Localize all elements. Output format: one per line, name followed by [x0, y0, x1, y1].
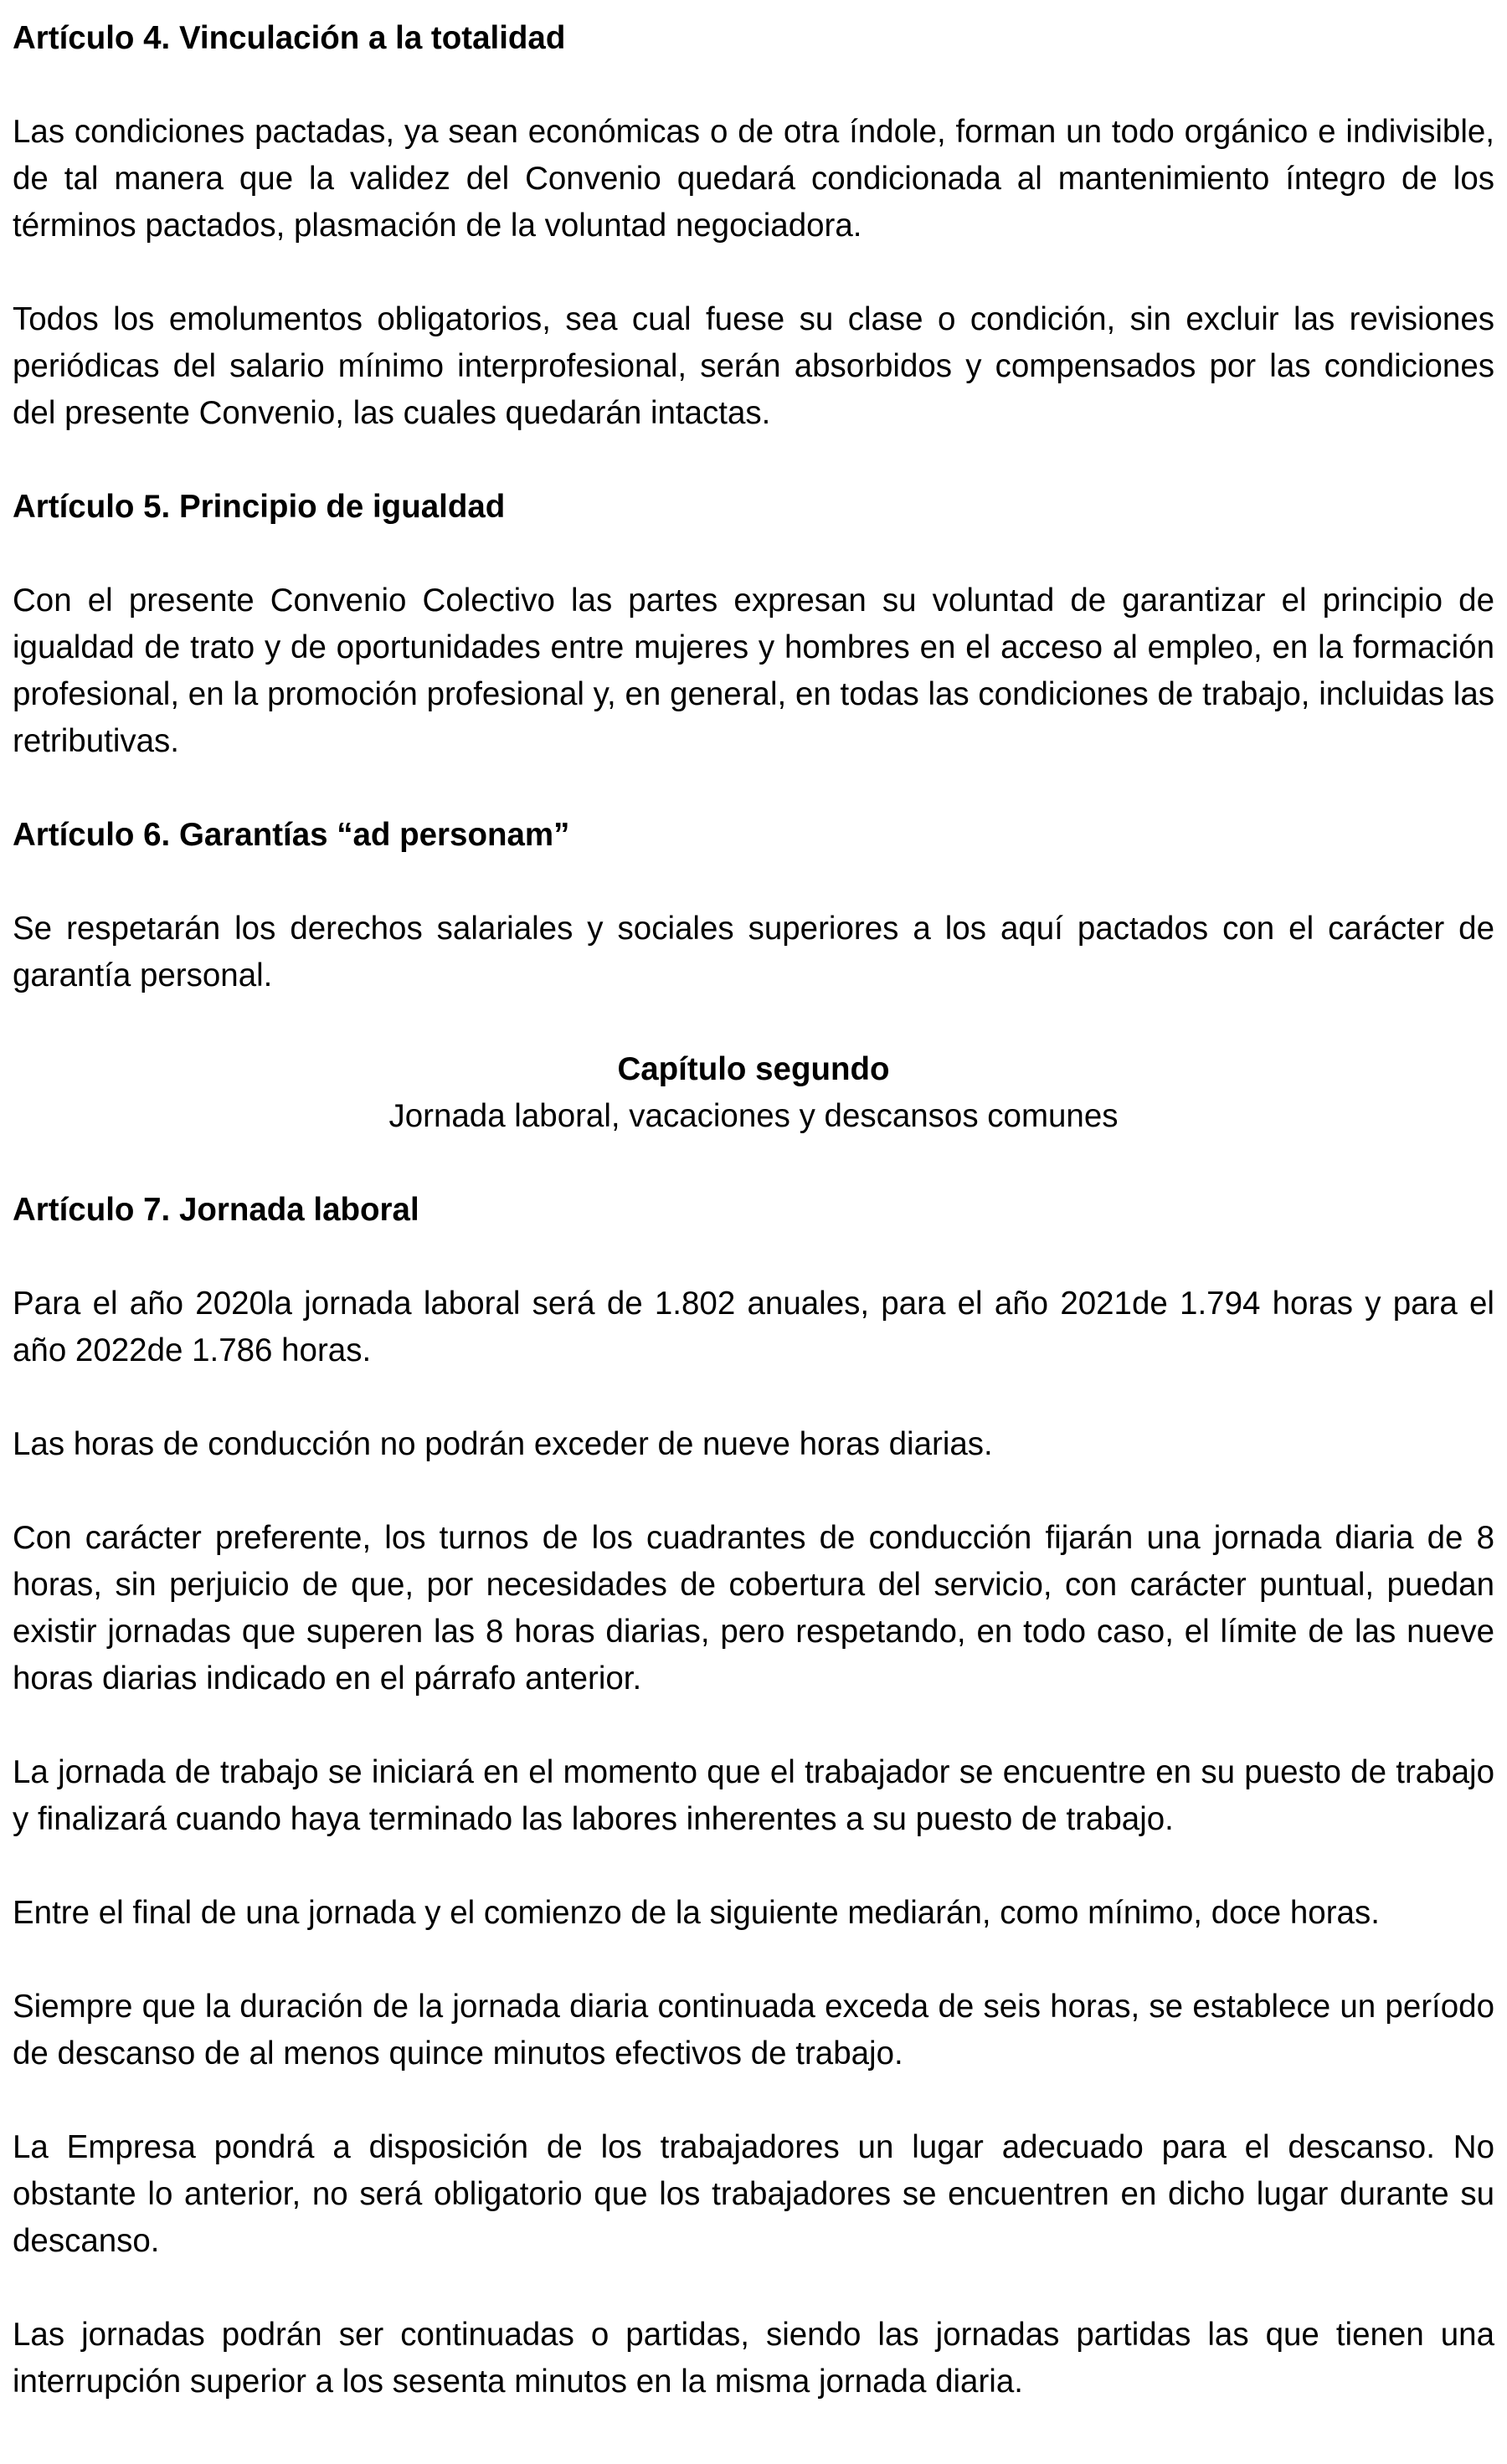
- article-4-paragraph-2: Todos los emolumentos obligatorios, sea cual fuese su clase o condición, sin excluir las revisiones periódicas del salario mínimo interprofesional, serán absorbidos y compensados por las condiciones del presente Convenio, las cuales quedarán intactas.: [13, 301, 1494, 431]
- article-7-paragraph-4: La jornada de trabajo se iniciará en el momento que el trabajador se encuentre en su puesto de trabajo y finalizará cuando haya terminado las labores inherentes a su puesto de trabajo.: [13, 1754, 1494, 1837]
- article-6-heading: Artículo 6. Garantías “ad personam”: [13, 817, 570, 853]
- chapter-subtitle: Jornada laboral, vacaciones y descansos comunes: [388, 1098, 1119, 1134]
- article-5-heading: Artículo 5. Principio de igualdad: [13, 489, 506, 525]
- article-6-paragraph-1: Se respetarán los derechos salariales y sociales superiores a los aquí pactados con el carácter de garantía personal.: [13, 911, 1494, 993]
- chapter-title: Capítulo segundo: [617, 1051, 890, 1087]
- article-4-paragraph-1: Las condiciones pactadas, ya sean económicas o de otra índole, forman un todo orgánico e indivisible, de tal manera que la validez del Convenio quedará condicionada al mantenimiento íntegro de los términos pactados, plasmación de la voluntad negociadora.: [13, 114, 1494, 244]
- article-7-paragraph-1: Para el año 2020la jornada laboral será de 1.802 anuales, para el año 2021de 1.794 horas y para el año 2022de 1.786 horas.: [13, 1286, 1494, 1368]
- article-7-heading: Artículo 7. Jornada laboral: [13, 1192, 419, 1228]
- document-page: [13, 15, 1494, 2405]
- article-4-heading: Artículo 4. Vinculación a la totalidad: [13, 20, 566, 56]
- article-7-paragraph-2: Las horas de conducción no podrán exceder de nueve horas diarias.: [13, 1426, 993, 1462]
- article-7-paragraph-8: Las jornadas podrán ser continuadas o partidas, siendo las jornadas partidas las que tienen una interrupción superior a los sesenta minutos en la misma jornada diaria.: [13, 2317, 1494, 2400]
- article-7-paragraph-3: Con carácter preferente, los turnos de los cuadrantes de conducción fijarán una jornada diaria de 8 horas, sin perjuicio de que, por necesidades de cobertura del servicio, con carácter puntual, puedan existir jornadas que superen las 8 horas diarias, pero respetando, en todo caso, el límite de las nueve horas diarias indicado en el párrafo anterior.: [13, 1520, 1494, 1697]
- article-5-paragraph-1: Con el presente Convenio Colectivo las partes expresan su voluntad de garantizar el principio de igualdad de trato y de oportunidades entre mujeres y hombres en el acceso al empleo, en la formación profesional, en la promoción profesional y, en general, en todas las condiciones de trabajo, incluidas las retributivas.: [13, 583, 1494, 759]
- article-7-paragraph-5: Entre el final de una jornada y el comienzo de la siguiente mediarán, como mínimo, doce horas.: [13, 1895, 1380, 1931]
- chapter-heading: [13, 1046, 1494, 1140]
- article-7-paragraph-7: La Empresa pondrá a disposición de los trabajadores un lugar adecuado para el descanso. No obstante lo anterior, no será obligatorio que los trabajadores se encuentren en dicho lugar durante su descanso.: [13, 2129, 1494, 2259]
- article-7-paragraph-6: Siempre que la duración de la jornada diaria continuada exceda de seis horas, se establece un período de descanso de al menos quince minutos efectivos de trabajo.: [13, 1989, 1494, 2071]
